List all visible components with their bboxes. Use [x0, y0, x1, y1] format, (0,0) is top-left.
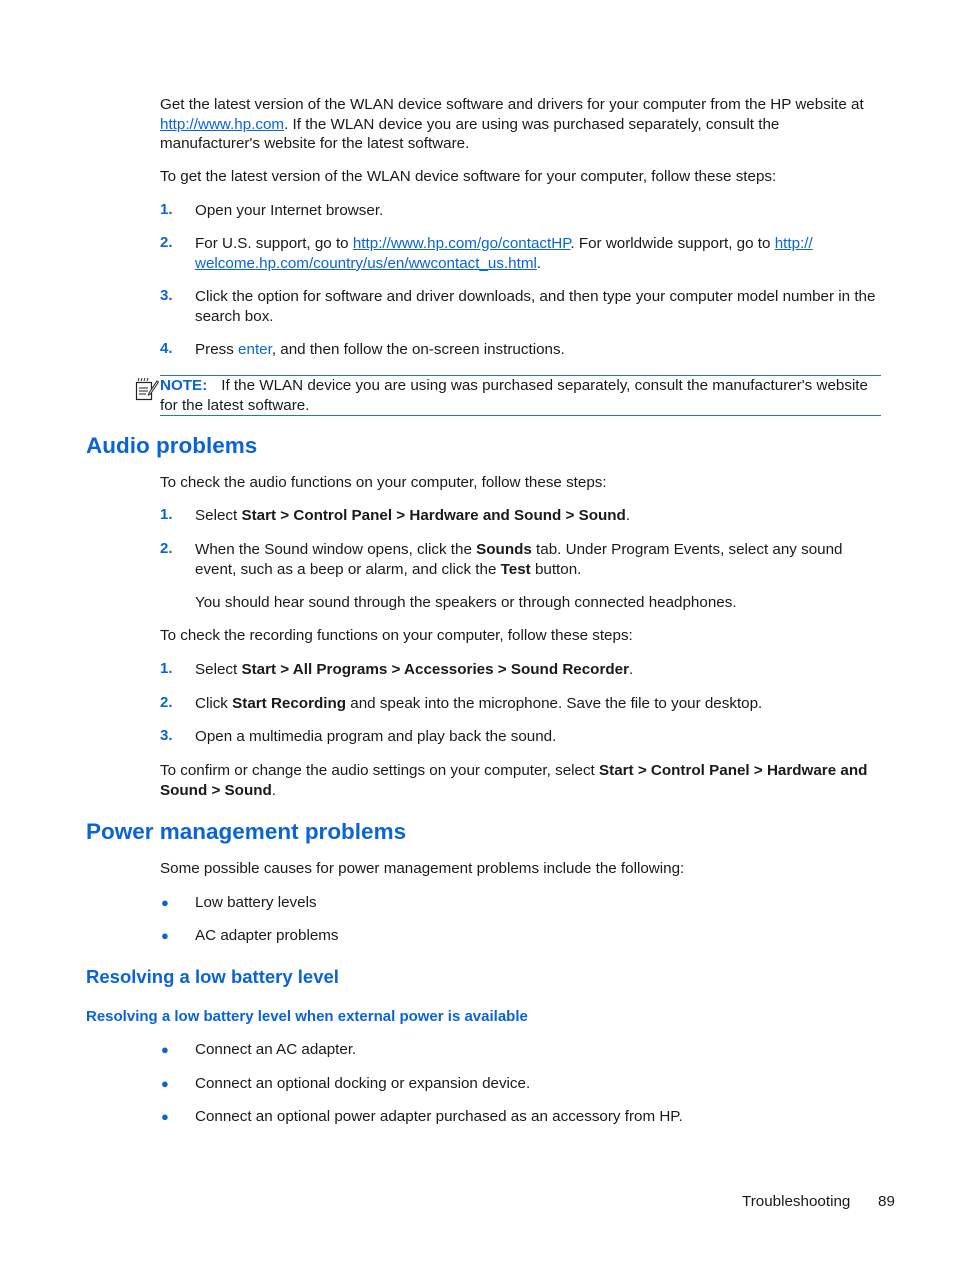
note-content	[160, 376, 881, 415]
step-number: 2.	[160, 540, 173, 557]
step-text: button.	[530, 560, 582, 578]
low-battery-item: Connect an AC adapter.	[195, 1041, 357, 1058]
step-text: Press	[195, 341, 239, 358]
intro-text-b: . If the WLAN device you are using was purchased separately, consult the manufacturer's website for the latest software.	[160, 115, 780, 152]
start-recording-text: Start Recording	[232, 695, 347, 712]
menu-path: Start > All Programs > Accessories > Sound Recorder	[241, 661, 630, 678]
bullet-icon: ●	[161, 1076, 169, 1091]
footer-section-name: Troubleshooting	[742, 1193, 851, 1210]
wwcontact-link-part1: http://	[774, 235, 813, 252]
intro-steps-lead: To get the latest version of the WLAN device software for your computer, follow these steps:	[160, 168, 777, 185]
intro-step-2	[195, 234, 876, 273]
power-management-heading: Power management problems	[86, 819, 407, 844]
wwcontact-link-part2: welcome.hp.com/country/us/en/wwcontact_us.html	[195, 254, 537, 272]
audio-step-2	[195, 540, 876, 579]
menu-path: Start > Control Panel > Hardware and Sound > Sound	[241, 507, 626, 524]
note-label: NOTE:	[160, 377, 208, 394]
low-battery-item: Connect an optional power adapter purchased as an accessory from HP.	[195, 1108, 683, 1125]
power-cause-item: Low battery levels	[195, 894, 317, 911]
paragraph-text: To confirm or change the audio settings on your computer, select	[160, 762, 599, 779]
low-battery-heading: Resolving a low battery level	[86, 966, 339, 987]
recording-step-1	[195, 660, 876, 680]
step-text: .	[625, 507, 631, 524]
step-text: Select	[195, 507, 242, 524]
page-number: 89	[878, 1193, 895, 1210]
step-number: 1.	[160, 201, 173, 218]
paragraph-text: .	[271, 781, 277, 799]
intro-step-1: Open your Internet browser.	[195, 202, 384, 219]
step-number: 2.	[160, 694, 173, 711]
audio-check-lead: To check the audio functions on your computer, follow these steps:	[160, 474, 607, 491]
menu-path: Start > Control Panel > Hardware and Sound > Sound	[160, 762, 868, 799]
power-cause-item: AC adapter problems	[195, 927, 339, 944]
contacthp-link[interactable]: http://www.hp.com/go/contactHP	[352, 235, 571, 252]
audio-step-2-followup: You should hear sound through the speakers or through connected headphones.	[195, 594, 737, 611]
note-box	[160, 375, 881, 416]
recording-step-2	[195, 694, 876, 714]
note-pad-icon	[135, 377, 159, 406]
step-text: When the Sound window opens, click the	[195, 541, 477, 558]
bullet-icon: ●	[161, 1109, 169, 1124]
power-causes-lead: Some possible causes for power management problems include the following:	[160, 860, 685, 877]
test-button-text: Test	[500, 560, 531, 578]
recording-check-lead: To check the recording functions on your computer, follow these steps:	[160, 627, 633, 644]
bullet-icon: ●	[161, 928, 169, 943]
step-number: 1.	[160, 506, 173, 523]
enter-key-text: enter	[238, 341, 272, 358]
step-number: 4.	[160, 340, 173, 357]
bullet-icon: ●	[161, 895, 169, 910]
step-number: 1.	[160, 660, 173, 677]
step-text: .	[629, 661, 634, 678]
intro-text-a: Get the latest version of the WLAN device software and drivers for your computer from the HP website at	[160, 96, 864, 113]
audio-step-1	[195, 506, 876, 526]
low-battery-item: Connect an optional docking or expansion device.	[195, 1075, 531, 1092]
intro-step-3: Click the option for software and driver downloads, and then type your computer model number in the search box.	[195, 288, 876, 325]
note-text: If the WLAN device you are using was purchased separately, consult the manufacturer's website for the latest software.	[160, 377, 868, 414]
step-number: 2.	[160, 234, 173, 251]
audio-problems-heading: Audio problems	[86, 433, 258, 458]
recording-step-3: Open a multimedia program and play back the sound.	[195, 728, 557, 745]
step-text: . For worldwide support, go to	[570, 235, 775, 252]
hp-website-link[interactable]: http://www.hp.com	[160, 115, 285, 133]
step-text: and speak into the microphone. Save the file to your desktop.	[346, 695, 763, 712]
step-number: 3.	[160, 727, 173, 744]
bullet-icon: ●	[161, 1042, 169, 1057]
step-text: Select	[195, 661, 242, 678]
audio-settings-paragraph	[160, 761, 880, 800]
step-text: .	[536, 254, 542, 272]
intro-step-4	[195, 340, 876, 360]
step-text: tab. Under Program Events, select any sound event, such as a beep or alarm, and click the	[195, 541, 843, 578]
sounds-tab-text: Sounds	[476, 541, 532, 558]
step-text: For U.S. support, go to	[195, 235, 353, 252]
step-number: 3.	[160, 287, 173, 304]
step-text: Click	[195, 695, 233, 712]
external-power-subheading: Resolving a low battery level when external power is available	[86, 1008, 528, 1025]
intro-paragraph	[160, 95, 876, 154]
step-text: , and then follow the on-screen instructions.	[271, 341, 565, 358]
